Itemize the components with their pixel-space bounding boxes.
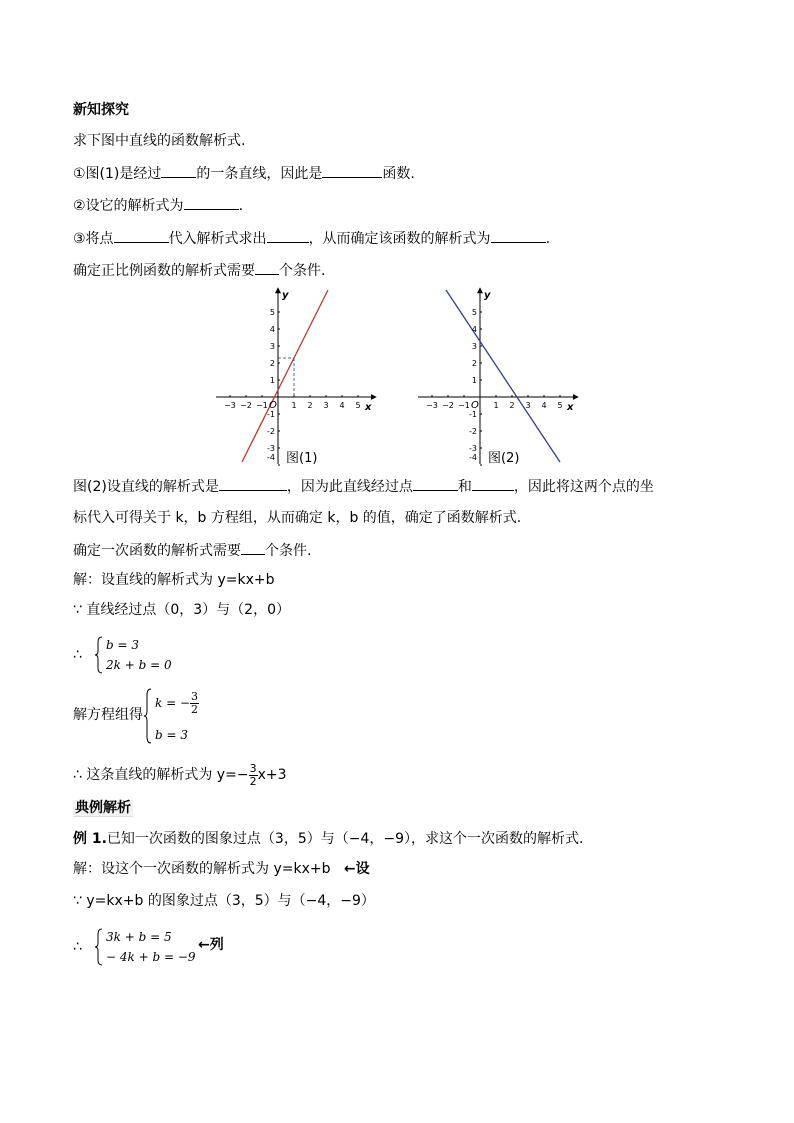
y-tick-label: -1 [267, 410, 275, 419]
blank-final-expression[interactable] [491, 228, 546, 243]
example-1-prompt: 例 1.已知一次函数的图象过点（3，5）与（−4，−9），求这个一次函数的解析式. [73, 831, 584, 847]
example-1-setup: 解：设这个一次函数的解析式为 y=kx+b ←设 [73, 861, 370, 877]
equation-row: − 4k + b = −9 [106, 950, 196, 964]
figure-2-caption: 图(2) [488, 451, 520, 466]
linear-condition-line: 确定一次函数的解析式需要 个条件. [73, 540, 311, 561]
equation-row: k = − $\frac{3}{2}$ [155, 690, 199, 716]
origin-label: O [269, 400, 277, 411]
x-tick-label: −3 [426, 401, 438, 410]
y-tick-label: -4 [267, 453, 275, 462]
y-tick-label: 3 [471, 342, 477, 351]
y-axis-label: y [484, 290, 491, 301]
x-tick-label: −1 [458, 401, 470, 410]
y-tick-label: 4 [471, 325, 477, 334]
y-tick-label: -2 [267, 427, 275, 436]
x-tick-label: 5 [557, 401, 563, 410]
x-tick-label: −3 [224, 401, 236, 410]
annotation-list: ←列 [198, 937, 224, 953]
origin-label: O [471, 400, 479, 411]
equation-system-1 [94, 636, 174, 674]
y-axis-label: y [282, 290, 289, 301]
step-2-line: ②设它的解析式为 . [73, 195, 243, 216]
annotation-set: ←设 [343, 861, 370, 877]
therefore-symbol: ∴ [73, 939, 82, 955]
figure-2-graph [414, 284, 584, 468]
blank-point[interactable] [114, 228, 169, 243]
x-axis-label: x [567, 402, 574, 413]
solution-setup: 解：设直线的解析式为 y=kx+b [73, 572, 275, 588]
blank-point-a[interactable] [413, 476, 458, 491]
section-title-examples: 典例解析 [75, 800, 131, 816]
equation-row: b = 3 [106, 638, 139, 652]
blank-passes-through[interactable] [161, 163, 196, 178]
x-tick-label: 2 [509, 401, 515, 410]
equation-system-3 [94, 928, 194, 966]
y-tick-label: -3 [469, 444, 477, 453]
x-tick-label: 3 [323, 401, 329, 410]
x-axis-label: x [365, 402, 372, 413]
x-tick-label: 4 [541, 401, 547, 410]
y-tick-label: -3 [267, 444, 275, 453]
blank-condition-count-2[interactable] [241, 540, 265, 555]
x-tick-label: 4 [339, 401, 345, 410]
y-tick-label: 2 [471, 359, 477, 368]
x-tick-label: 3 [525, 401, 531, 410]
step-3-line: ③将点 代入解析式求出 ，从而确定该函数的解析式为 . [73, 228, 550, 249]
solve-system-label: 解方程组得 [73, 707, 143, 723]
blank-point-b[interactable] [472, 476, 514, 491]
y-tick-label: -4 [469, 453, 477, 462]
brace-icon [143, 688, 153, 744]
problem-intro: 求下图中直线的函数解析式. [73, 133, 246, 149]
figure-2-description-line-2: 标代入可得关于 k，b 方程组，从而确定 k，b 的值，确定了函数解析式. [73, 510, 522, 526]
equation-row: b = 3 [155, 728, 188, 742]
solution-because: ∵ 直线经过点（0，3）与（2，0） [73, 602, 290, 618]
y-tick-label: 3 [269, 342, 275, 351]
x-tick-label: 2 [307, 401, 313, 410]
y-tick-label: 4 [269, 325, 275, 334]
fraction-3-over-2: $\frac{3}{2}$ [249, 761, 257, 788]
blank-figure-2-expression[interactable] [219, 476, 287, 491]
final-expression-line: ∴ 这条直线的解析式为 y=− $\frac{3}{2}$ x+3 [73, 761, 287, 788]
section-title-new-knowledge: 新知探究 [73, 102, 129, 118]
figure-1-caption: 图(1) [286, 451, 318, 466]
blank-solve[interactable] [267, 228, 309, 243]
y-tick-label: 1 [471, 376, 477, 385]
figure-2-description-line-1: 图(2)设直线的解析式是 ，因为此直线经过点 和 ，因此将这两个点的坐 [73, 476, 654, 497]
y-tick-label: 1 [269, 376, 275, 385]
x-tick-label: −2 [442, 401, 454, 410]
x-tick-label: 5 [355, 401, 361, 410]
blank-expression[interactable] [184, 195, 239, 210]
brace-icon [94, 928, 104, 966]
line-y-equals-2x [242, 290, 328, 462]
blank-condition-count-1[interactable] [255, 260, 279, 275]
y-tick-label: -1 [469, 410, 477, 419]
x-tick-label: 1 [493, 401, 499, 410]
y-tick-label: 5 [269, 308, 275, 317]
y-tick-label: 5 [471, 308, 477, 317]
equation-row: 2k + b = 0 [106, 658, 172, 672]
blank-function-type[interactable] [322, 163, 382, 178]
proportional-condition-line: 确定正比例函数的解析式需要 个条件. [73, 260, 325, 281]
y-tick-label: 2 [269, 359, 275, 368]
x-tick-label: −2 [240, 401, 252, 410]
figure-1-graph [212, 284, 382, 468]
therefore-symbol: ∴ [73, 647, 82, 663]
example-1-because: ∵ y=kx+b 的图象过点（3，5）与（−4，−9） [73, 893, 375, 909]
step-1-line: ①图(1)是经过 的一条直线，因此是 函数. [73, 163, 415, 184]
brace-icon [94, 636, 104, 674]
equation-system-2 [143, 688, 223, 744]
line-y-equals-neg-1-5x-plus-3 [446, 290, 563, 462]
y-tick-label: -2 [469, 427, 477, 436]
x-tick-label: 1 [291, 401, 297, 410]
x-tick-label: −1 [256, 401, 268, 410]
equation-row: 3k + b = 5 [106, 930, 172, 944]
